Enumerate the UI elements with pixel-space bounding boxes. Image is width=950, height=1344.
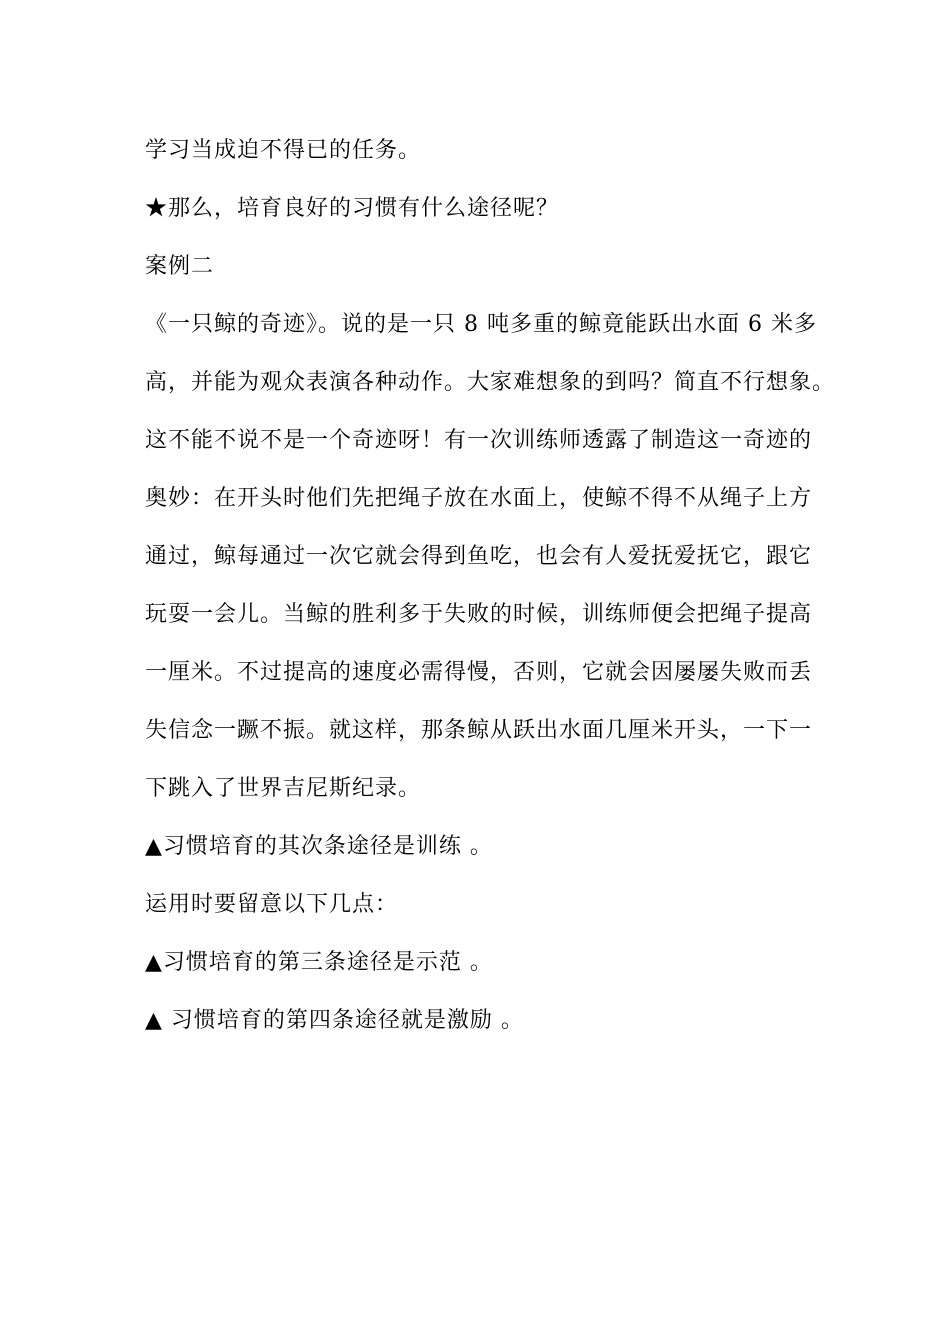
text-line-notes: 运用时要留意以下几点： — [145, 892, 399, 917]
paragraph-line-6: 玩耍一会儿。当鲸的胜利多于失败的时候，训练师便会把绳子提高 — [145, 602, 813, 627]
bullet-item-encouragement: ▲ 习惯培育的第四条途径就是激励 。 — [145, 1008, 524, 1033]
paragraph-line-8: 失信念一蹶不振。就这样，那条鲸从跃出水面几厘米开头，一下一 — [145, 718, 813, 743]
text-line-question: ★那么，培育良好的习惯有什么途径呢？ — [145, 196, 560, 221]
text-line-continuation: 学习当成迫不得已的任务。 — [145, 138, 422, 163]
paragraph-line-4: 奥妙：在开头时他们先把绳子放在水面上，使鲸不得不从绳子上方 — [145, 486, 813, 511]
paragraph-line-2: 高，并能为观众表演各种动作。大家难想象的到吗？简直不行想象。 — [145, 370, 836, 395]
paragraph-line-7: 一厘米。不过提高的速度必需得慢，否则，它就会因屡屡失败而丢 — [145, 660, 813, 685]
paragraph-line-3: 这不能不说不是一个奇迹呀！有一次训练师透露了制造这一奇迹的 — [145, 428, 813, 453]
bullet-item-demonstration: ▲习惯培育的第三条途径是示范 。 — [145, 950, 493, 975]
paragraph-line-9: 下跳入了世界吉尼斯纪录。 — [145, 776, 422, 801]
bullet-item-training: ▲习惯培育的其次条途径是训练 。 — [145, 834, 493, 859]
paragraph-line-5: 通过，鲸每通过一次它就会得到鱼吃，也会有人爱抚爱抚它，跟它 — [145, 544, 813, 569]
paragraph-line-1: 《一只鲸的奇迹》。说的是一只 8 吨多重的鲸竟能跃出水面 6 米多 — [145, 312, 817, 337]
case-heading: 案例二 — [145, 254, 215, 279]
